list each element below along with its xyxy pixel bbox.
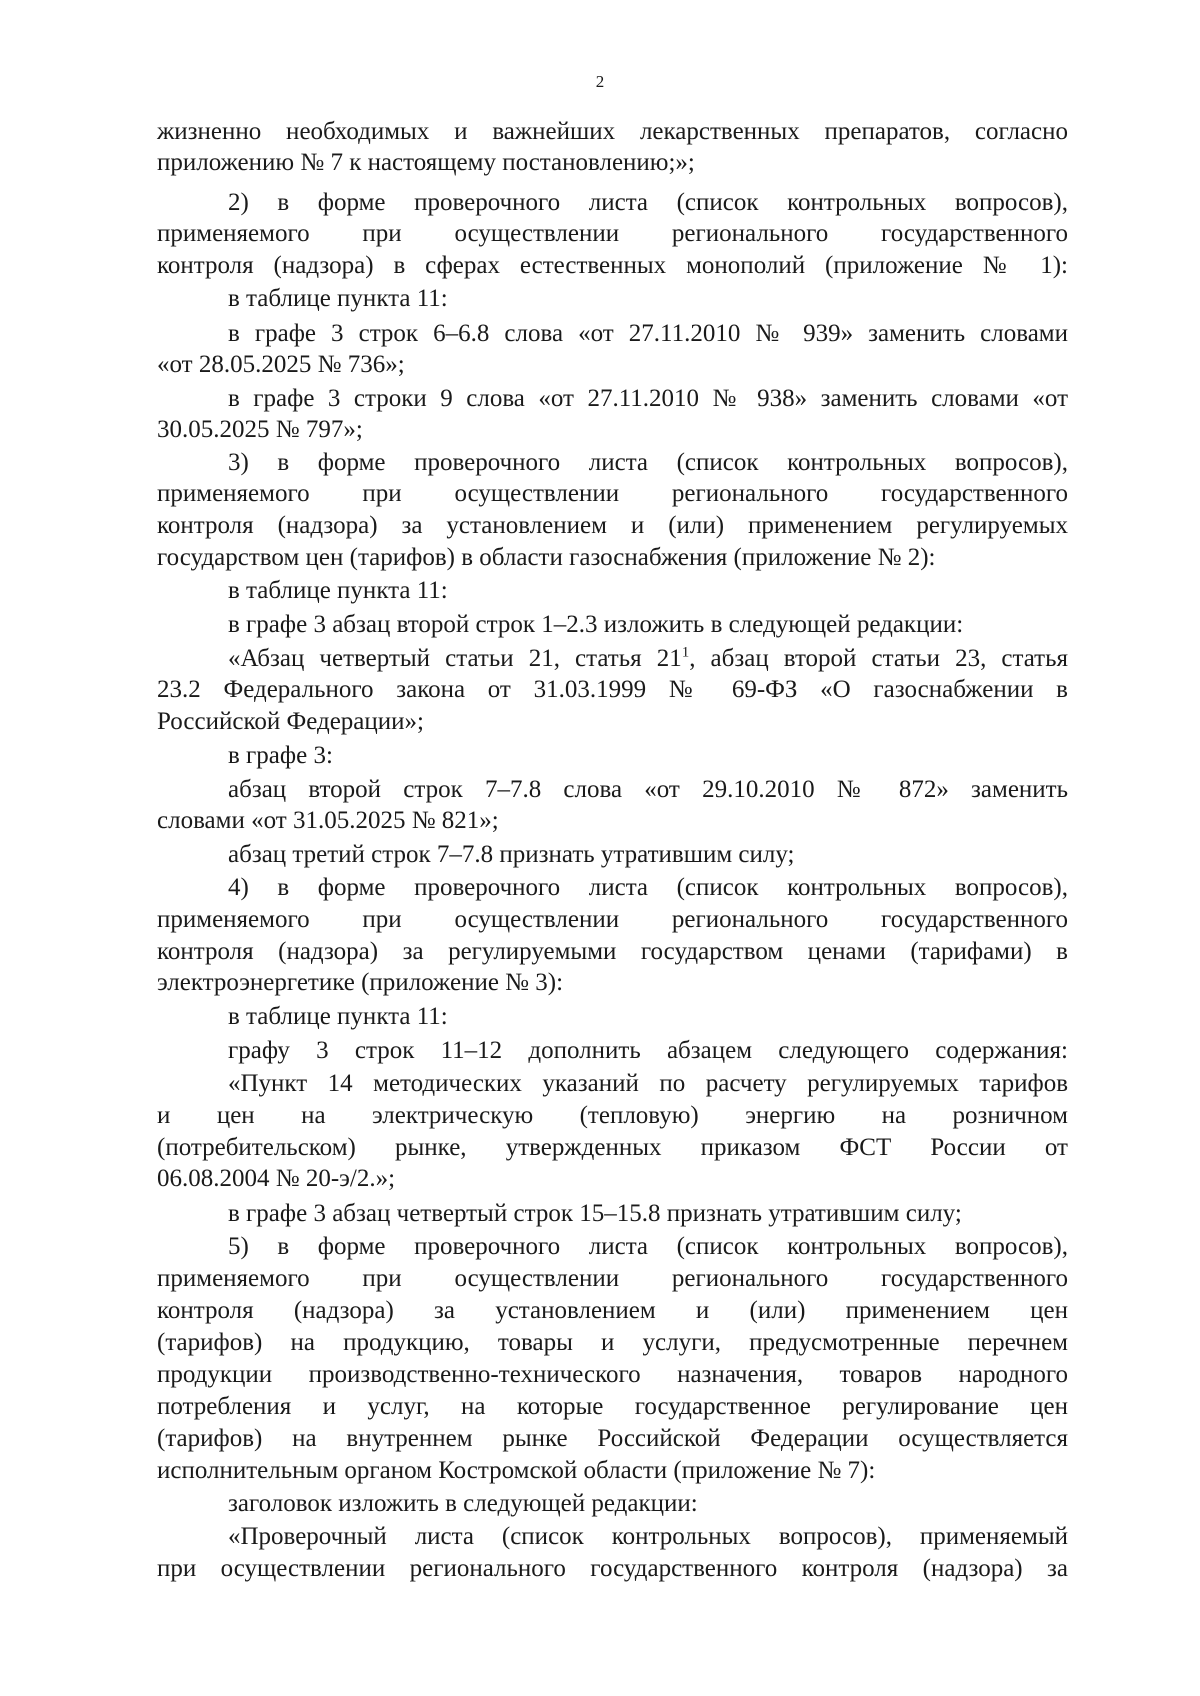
- text-line: 5) в форме проверочного листа (список контрольных вопросов),: [228, 1233, 1068, 1260]
- text-line: контроля (надзора) за регулируемыми государством ценами (тарифами) в: [157, 938, 1068, 965]
- text-line: 06.08.2004 № 20-э/2.»;: [157, 1165, 396, 1192]
- text-line: графу 3 строк 11–12 дополнить абзацем следующего содержания:: [228, 1037, 1068, 1064]
- text-line: продукции производственно-технического назначения, товаров народного: [157, 1361, 1068, 1388]
- text-line: [228, 643, 1068, 675]
- text-line: контроля (надзора) в сферах естественных монополий (приложение № 1):: [157, 252, 1068, 279]
- text-line: контроля (надзора) за установлением и (или) применением регулируемых: [157, 512, 1068, 539]
- text-line: применяемого при осуществлении регионального государственного: [157, 906, 1068, 933]
- text-line: жизненно необходимых и важнейших лекарственных препаратов, согласно: [157, 118, 1068, 145]
- page-number: 2: [595, 72, 605, 91]
- superscript: 1: [681, 644, 690, 661]
- text-line: при осуществлении регионального государственного контроля (надзора) за: [157, 1555, 1068, 1582]
- text-line: в графе 3:: [228, 742, 333, 769]
- text-line: словами «от 31.05.2025 № 821»;: [157, 807, 499, 834]
- text-line: государством цен (тарифов) в области газоснабжения (приложение № 2):: [157, 544, 936, 571]
- text-line: абзац третий строк 7–7.8 признать утратившим силу;: [228, 841, 795, 868]
- text-line: Российской Федерации»;: [157, 708, 424, 735]
- text-line: (потребительском) рынке, утвержденных приказом ФСТ России от: [157, 1134, 1068, 1161]
- text-line: 30.05.2025 № 797»;: [157, 416, 363, 443]
- text-line: в таблице пункта 11:: [228, 285, 448, 312]
- text-line: в таблице пункта 11:: [228, 1003, 448, 1030]
- text-line: абзац второй строк 7–7.8 слова «от 29.10.2010 № 872» заменить: [228, 776, 1068, 803]
- text-line: в графе 3 абзац второй строк 1–2.3 изложить в следующей редакции:: [228, 611, 964, 638]
- text-line: «от 28.05.2025 № 736»;: [157, 351, 405, 378]
- text-line: 2) в форме проверочного листа (список контрольных вопросов),: [228, 189, 1068, 216]
- text-run: «Абзац четвертый статьи 21, статья 21: [228, 645, 682, 672]
- text-line: в таблице пункта 11:: [228, 577, 448, 604]
- text-line: в графе 3 строки 9 слова «от 27.11.2010 № 938» заменить словами «от: [228, 385, 1068, 412]
- text-line: «Проверочный листа (список контрольных вопросов), применяемый: [228, 1523, 1068, 1550]
- text-line: «Пункт 14 методических указаний по расчету регулируемых тарифов: [228, 1070, 1068, 1097]
- text-line: в графе 3 абзац четвертый строк 15–15.8 признать утратившим силу;: [228, 1200, 962, 1227]
- text-run: , абзац второй статьи 23, статья: [689, 645, 1068, 672]
- text-line: (тарифов) на продукцию, товары и услуги, предусмотренные перечнем: [157, 1329, 1068, 1356]
- text-line: 4) в форме проверочного листа (список контрольных вопросов),: [228, 874, 1068, 901]
- text-line: применяемого при осуществлении регионального государственного: [157, 480, 1068, 507]
- text-line: заголовок изложить в следующей редакции:: [228, 1490, 698, 1517]
- text-line: 3) в форме проверочного листа (список контрольных вопросов),: [228, 449, 1068, 476]
- text-line: исполнительным органом Костромской области (приложение № 7):: [157, 1457, 876, 1484]
- text-line: 23.2 Федерального закона от 31.03.1999 № 69-ФЗ «О газоснабжении в: [157, 676, 1068, 703]
- text-line: в графе 3 строк 6–6.8 слова «от 27.11.2010 № 939» заменить словами: [228, 320, 1068, 347]
- text-line: потребления и услуг, на которые государственное регулирование цен: [157, 1393, 1068, 1420]
- text-line: контроля (надзора) за установлением и (или) применением цен: [157, 1297, 1068, 1324]
- text-line: (тарифов) на внутреннем рынке Российской Федерации осуществляется: [157, 1425, 1068, 1452]
- text-line: и цен на электрическую (тепловую) энергию на розничном: [157, 1102, 1068, 1129]
- text-line: применяемого при осуществлении регионального государственного: [157, 220, 1068, 247]
- text-line: электроэнергетике (приложение № 3):: [157, 969, 564, 996]
- text-line: применяемого при осуществлении регионального государственного: [157, 1265, 1068, 1292]
- text-line: приложению № 7 к настоящему постановлению;»;: [157, 149, 695, 176]
